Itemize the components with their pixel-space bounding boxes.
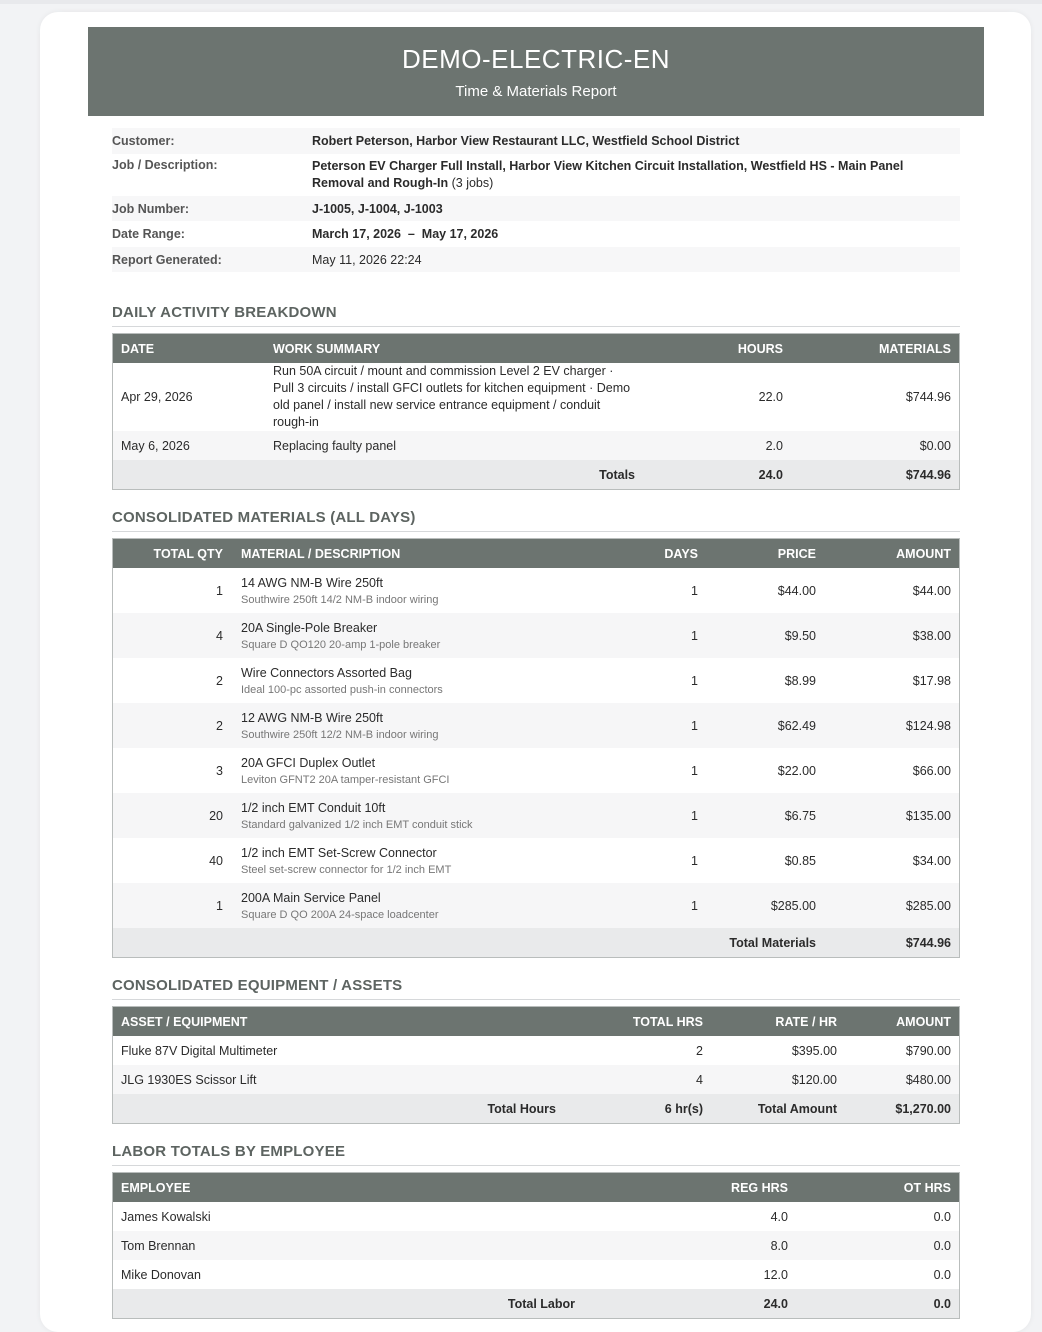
row-material xyxy=(231,838,600,883)
material-name: 1/2 inch EMT Set-Screw Connector xyxy=(241,845,437,860)
row-price: $44.00 xyxy=(777,583,816,598)
table-row xyxy=(113,658,960,703)
row-rate: $120.00 xyxy=(711,1065,845,1094)
col-reg-hrs: REG HRS xyxy=(630,1173,796,1203)
col-amount: AMOUNT xyxy=(845,1007,960,1037)
labor-section-title: LABOR TOTALS BY EMPLOYEE xyxy=(112,1143,960,1166)
material-name: Wire Connectors Assorted Bag xyxy=(241,665,412,680)
table-row xyxy=(113,363,960,431)
table-row xyxy=(113,883,960,928)
row-ot-hrs: 0.0 xyxy=(796,1231,960,1260)
row-amount: $38.00 xyxy=(824,613,960,658)
row-qty: 4 xyxy=(113,613,232,658)
table-row xyxy=(113,1036,960,1065)
row-days: 1 xyxy=(691,673,698,688)
row-price: $8.99 xyxy=(784,673,816,688)
row-price: $0.85 xyxy=(784,853,816,868)
col-rate: RATE / HR xyxy=(711,1007,845,1037)
material-description: Square D QO 200A 24-space loadcenter xyxy=(241,908,439,921)
daily-activity-table xyxy=(112,333,960,490)
material-description: Ideal 100-pc assorted push-in connectors xyxy=(241,683,443,696)
row-employee: Tom Brennan xyxy=(113,1231,631,1260)
total-amount-value: $1,270.00 xyxy=(845,1094,960,1124)
total-hours-value: 6 hr(s) xyxy=(578,1094,711,1124)
total-labor-label: Total Labor xyxy=(113,1289,631,1319)
window-top-edge xyxy=(0,0,1042,4)
job-number-value: J-1005, J-1004, J-1003 xyxy=(312,202,443,216)
row-qty: 1 xyxy=(216,583,223,598)
job-count: (3 jobs) xyxy=(451,176,494,190)
row-date: Apr 29, 2026 xyxy=(121,390,193,404)
row-employee: Mike Donovan xyxy=(121,1267,201,1282)
col-employee: EMPLOYEE xyxy=(113,1173,631,1203)
material-name: 12 AWG NM-B Wire 250ft xyxy=(241,710,383,725)
row-reg-hrs: 12.0 xyxy=(763,1267,788,1282)
material-name: 200A Main Service Panel xyxy=(241,890,381,905)
info-row-date-range xyxy=(112,221,960,247)
row-days: 1 xyxy=(691,853,698,868)
totals-row xyxy=(113,1289,960,1319)
material-description: Southwire 250ft 14/2 NM-B indoor wiring xyxy=(241,593,439,606)
materials-table xyxy=(112,538,960,958)
row-employee: James Kowalski xyxy=(121,1209,211,1224)
table-row xyxy=(113,1202,960,1231)
generated-value: May 11, 2026 22:24 xyxy=(312,253,422,267)
material-name: 14 AWG NM-B Wire 250ft xyxy=(241,575,383,590)
row-price: $285.00 xyxy=(706,883,824,928)
material-name: 20A GFCI Duplex Outlet xyxy=(241,755,376,770)
row-material xyxy=(231,883,600,928)
row-material xyxy=(231,703,600,748)
row-qty: 20 xyxy=(113,793,232,838)
col-materials: MATERIALS xyxy=(791,334,960,364)
row-amount: $34.00 xyxy=(912,853,951,868)
row-qty: 1 xyxy=(113,883,232,928)
table-row xyxy=(113,748,960,793)
row-ot-hrs: 0.0 xyxy=(933,1209,951,1224)
row-amount: $285.00 xyxy=(824,883,960,928)
row-reg-hrs: 8.0 xyxy=(630,1231,796,1260)
table-row xyxy=(113,838,960,883)
equipment-table xyxy=(112,1006,960,1124)
row-days: 1 xyxy=(600,793,706,838)
total-materials-amount: $744.96 xyxy=(824,928,960,958)
totals-label: Totals xyxy=(265,460,665,490)
table-row xyxy=(113,703,960,748)
col-material: MATERIAL / DESCRIPTION xyxy=(231,539,600,569)
row-days: 1 xyxy=(691,763,698,778)
total-amount-label: Total Amount xyxy=(711,1094,845,1124)
material-description: Standard galvanized 1/2 inch EMT conduit stick xyxy=(241,818,473,831)
col-amount: AMOUNT xyxy=(824,539,960,569)
row-hrs: 2 xyxy=(696,1043,703,1058)
equipment-section-title: CONSOLIDATED EQUIPMENT / ASSETS xyxy=(112,977,960,1000)
row-material xyxy=(231,793,600,838)
row-asset: Fluke 87V Digital Multimeter xyxy=(121,1043,278,1058)
col-ot-hrs: OT HRS xyxy=(796,1173,960,1203)
material-description: Leviton GFNT2 20A tamper-resistant GFCI xyxy=(241,773,450,786)
customer-label: Customer: xyxy=(112,134,175,148)
row-material xyxy=(231,658,600,703)
row-ot-hrs: 0.0 xyxy=(933,1267,951,1282)
daily-section-title: DAILY ACTIVITY BREAKDOWN xyxy=(112,304,960,327)
row-summary: Replacing faulty panel xyxy=(265,431,665,460)
job-number-label: Job Number: xyxy=(112,202,190,216)
material-description: Square D QO120 20-amp 1-pole breaker xyxy=(241,638,441,651)
info-row-job-number xyxy=(112,196,960,221)
totals-row xyxy=(113,1094,960,1124)
report-info-table xyxy=(112,128,960,272)
row-qty: 2 xyxy=(216,673,223,688)
row-date: May 6, 2026 xyxy=(113,431,266,460)
col-price: PRICE xyxy=(706,539,824,569)
row-qty: 3 xyxy=(216,763,223,778)
totals-row xyxy=(113,928,960,958)
date-range-value: March 17, 2026 – May 17, 2026 xyxy=(312,227,499,241)
totals-materials: $744.96 xyxy=(791,460,960,490)
total-labor-reg: 24.0 xyxy=(630,1289,796,1319)
report-content xyxy=(112,128,960,1319)
row-hrs: 4 xyxy=(578,1065,711,1094)
row-days: 1 xyxy=(691,583,698,598)
col-days: DAYS xyxy=(600,539,706,569)
material-name: 20A Single-Pole Breaker xyxy=(241,620,378,635)
table-row xyxy=(113,431,960,460)
material-description: Steel set-screw connector for 1/2 inch EMT xyxy=(241,863,452,876)
row-materials: $0.00 xyxy=(791,431,960,460)
col-date: DATE xyxy=(113,334,266,364)
row-qty: 40 xyxy=(209,853,223,868)
info-row-customer xyxy=(112,128,960,154)
row-amount: $44.00 xyxy=(912,583,951,598)
table-row xyxy=(113,1065,960,1094)
row-material xyxy=(231,568,600,613)
row-amount: $790.00 xyxy=(905,1043,951,1058)
job-value: Peterson EV Charger Full Install, Harbor View Kitchen Circuit Installation, Westfield HS - Main Panel Removal and Rough-In (3 jobs) xyxy=(312,159,904,190)
info-row-job xyxy=(112,154,960,196)
labor-table xyxy=(112,1172,960,1319)
row-days: 1 xyxy=(600,883,706,928)
row-price: $62.49 xyxy=(706,703,824,748)
total-labor-ot: 0.0 xyxy=(796,1289,960,1319)
totals-row xyxy=(113,460,960,490)
col-total-hrs: TOTAL HRS xyxy=(578,1007,711,1037)
company-name: DEMO-ELECTRIC-EN xyxy=(401,44,670,74)
row-summary: Run 50A circuit / mount and commission Level 2 EV charger · Pull 3 circuits / install GFCI outlets for kitchen equipment · Demo old panel / install new service entrance equipment / conduit rough-in xyxy=(273,364,631,429)
row-hours: 2.0 xyxy=(665,431,791,460)
col-work-summary: WORK SUMMARY xyxy=(265,334,665,364)
table-row xyxy=(113,793,960,838)
row-asset: JLG 1930ES Scissor Lift xyxy=(113,1065,579,1094)
table-row xyxy=(113,1231,960,1260)
row-reg-hrs: 4.0 xyxy=(770,1209,788,1224)
report-header xyxy=(88,27,984,116)
row-price: $6.75 xyxy=(706,793,824,838)
row-material xyxy=(231,748,600,793)
row-days: 1 xyxy=(600,613,706,658)
row-amount: $17.98 xyxy=(912,673,951,688)
row-rate: $395.00 xyxy=(791,1043,837,1058)
customer-value: Robert Peterson, Harbor View Restaurant LLC, Westfield School District xyxy=(312,134,740,148)
col-asset: ASSET / EQUIPMENT xyxy=(113,1007,579,1037)
row-price: $22.00 xyxy=(777,763,816,778)
row-material xyxy=(231,613,600,658)
table-row xyxy=(113,1260,960,1289)
table-row xyxy=(113,568,960,613)
total-hours-label: Total Hours xyxy=(113,1094,579,1124)
row-amount: $66.00 xyxy=(912,763,951,778)
row-amount: $124.98 xyxy=(824,703,960,748)
date-range-label: Date Range: xyxy=(112,227,185,241)
col-total-qty: TOTAL QTY xyxy=(113,539,232,569)
report-subtitle: Time & Materials Report xyxy=(455,83,617,100)
total-materials-label: Total Materials xyxy=(600,928,824,958)
material-description: Southwire 250ft 12/2 NM-B indoor wiring xyxy=(241,728,439,741)
row-days: 1 xyxy=(600,703,706,748)
row-materials: $744.96 xyxy=(905,390,951,404)
row-hours: 22.0 xyxy=(758,390,783,404)
col-hours: HOURS xyxy=(665,334,791,364)
row-qty: 2 xyxy=(113,703,232,748)
info-row-generated xyxy=(112,247,960,272)
totals-hours: 24.0 xyxy=(665,460,791,490)
job-label: Job / Description: xyxy=(112,158,218,172)
materials-section-title: CONSOLIDATED MATERIALS (ALL DAYS) xyxy=(112,509,960,532)
row-amount: $480.00 xyxy=(845,1065,960,1094)
table-row xyxy=(113,613,960,658)
row-amount: $135.00 xyxy=(824,793,960,838)
row-price: $9.50 xyxy=(706,613,824,658)
material-name: 1/2 inch EMT Conduit 10ft xyxy=(241,800,386,815)
generated-label: Report Generated: xyxy=(112,253,222,267)
